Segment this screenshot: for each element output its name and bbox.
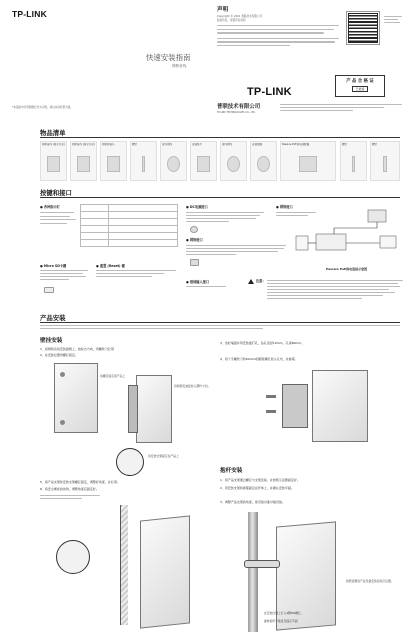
network-port-desc bbox=[186, 245, 286, 255]
company-name: 普联技术有限公司 bbox=[217, 104, 261, 110]
wall-step-4: 4、将十字螺丝刀和60mm的膨胀螺钉放入孔内，并旋紧。 bbox=[220, 357, 298, 361]
pole-step-3: 3、调整产品支架的角度，使设备对准对端设备。 bbox=[220, 500, 285, 504]
wall-step-3: 3、选好墙面并用安装面打孔，钻孔直径10mm，孔深60mm。 bbox=[220, 341, 305, 345]
pole-image bbox=[248, 512, 258, 632]
qr-code-icon bbox=[348, 13, 378, 43]
callout-screw: 将螺钉固定到产品上 bbox=[100, 374, 126, 378]
qr-code-frame bbox=[346, 11, 380, 48]
indicator-table bbox=[80, 204, 178, 247]
items-section-rule bbox=[40, 137, 400, 138]
micro-sd-icon bbox=[44, 287, 54, 293]
reset-label: ● 重置 (Reset) 键 bbox=[96, 264, 125, 268]
screw-icon bbox=[266, 395, 276, 398]
pole-install-title: 抱杆安装 bbox=[220, 468, 243, 474]
pole-step-1: 1、将产品支架通过螺钉与支架连接，并按照示意图固定好。 bbox=[220, 478, 300, 482]
callout-detail: 将安装支架固定在产品上 bbox=[148, 454, 179, 458]
wall-step-1: 1、将网桥音线安装面朝上，按标志方向，用螺丝刀拧紧 bbox=[40, 347, 114, 351]
ground-label: ● 接地输入接口 bbox=[186, 280, 210, 284]
statement-rights: 版权所有，保留所有权利 bbox=[217, 19, 246, 22]
poe-injector-icon bbox=[316, 234, 346, 250]
items-list bbox=[40, 141, 400, 181]
items-section-title: 物品清单 bbox=[40, 129, 66, 137]
notice-box bbox=[248, 278, 404, 310]
list-item: Passive PoE供电适配器 bbox=[280, 141, 336, 181]
cable-icon bbox=[227, 156, 240, 172]
spacer-icon bbox=[197, 156, 210, 172]
poe-diagram-caption: Passive PoE供电连接示意图 bbox=[326, 267, 368, 271]
bracket-image bbox=[128, 385, 138, 433]
pole-step-2: 2、用安装支架和抱箍固定在杆体上，并确认安装牢固。 bbox=[220, 486, 294, 490]
screw-icon bbox=[60, 372, 65, 377]
statement-copyright: Copyright © 2021 普联技术有限公司 bbox=[217, 15, 263, 18]
brand-logo: TP-LINK bbox=[12, 9, 47, 19]
bridge-mount-image bbox=[136, 375, 172, 443]
buttons-section-title: 按键和接口 bbox=[40, 189, 72, 197]
list-item: 网桥音线 (防水外壳) bbox=[40, 141, 67, 181]
poe-connection-diagram bbox=[294, 206, 402, 266]
screw-icon bbox=[60, 420, 65, 425]
ethernet-port-icon bbox=[190, 259, 199, 266]
screw-icon bbox=[142, 156, 145, 172]
list-item: 螺钉 bbox=[370, 141, 400, 181]
company-name-en: TP-LINK TECHNOLOGIES CO., LTD. bbox=[217, 111, 256, 114]
list-item: 螺钉 bbox=[130, 141, 157, 181]
detail-circle bbox=[56, 540, 90, 574]
list-item: 室外网线 bbox=[160, 141, 187, 181]
list-item: 安装垫片 bbox=[190, 141, 217, 181]
callout-pole-align: 按照需要将产品设备安装到对应位置。 bbox=[346, 579, 394, 583]
callout-bracket: 将网桥安装座放入塑料卡扣。 bbox=[174, 384, 211, 388]
micro-sd-desc bbox=[40, 270, 88, 280]
dc-power-desc bbox=[186, 212, 264, 222]
adapter-icon bbox=[107, 156, 120, 172]
wall-step-2: 2、在安装位置用螺钉固定。 bbox=[40, 353, 78, 357]
ground-desc bbox=[186, 286, 226, 287]
bridge-icon bbox=[47, 156, 60, 172]
detail-circle bbox=[116, 448, 144, 476]
list-item: 室内网线 bbox=[220, 141, 247, 181]
power-adapter-icon bbox=[299, 156, 317, 172]
statement-body bbox=[217, 25, 339, 46]
bridge-device-icon bbox=[296, 236, 308, 250]
dc-power-label: ● DC电源接口 bbox=[186, 205, 208, 209]
indicator-legend bbox=[40, 212, 78, 224]
wall-step-6: 6、将安全绳索的挂钩，调整角度后固定好。 bbox=[40, 487, 99, 491]
bridge-installed-image bbox=[140, 515, 190, 628]
install-intro bbox=[40, 325, 400, 329]
cover-subtitle: 网桥音线 bbox=[172, 64, 187, 68]
warning-icon bbox=[248, 279, 254, 284]
company-address bbox=[280, 104, 402, 111]
cover-footnote: *本指南中所用图像仅作为示例，请以实际机型为准。 bbox=[12, 106, 73, 109]
network-port-label: ● 网络接口 bbox=[186, 238, 203, 242]
reset-desc bbox=[96, 270, 176, 277]
screw-icon bbox=[383, 156, 387, 172]
callout-pole-clamp: 旋转抱杆卡箍直至固定牢固 bbox=[264, 619, 298, 623]
qr-caption bbox=[384, 16, 402, 23]
micro-sd-label: ● Micro SD卡槽 bbox=[40, 264, 67, 268]
wall-step-5: 5、将产品支架和安装支架螺钉固定，调整好角度，并拧紧。 bbox=[40, 480, 120, 484]
bracket-image bbox=[282, 384, 308, 428]
wall-surface bbox=[120, 505, 128, 625]
cover-title: 快速安装指南 bbox=[146, 53, 191, 62]
list-item: 安装垫圈 bbox=[250, 141, 277, 181]
clamp-image bbox=[244, 560, 280, 568]
buttons-section-rule bbox=[40, 197, 400, 198]
callout-pole-screws: 在安装位置上拧入4颗M4螺钉， bbox=[264, 611, 304, 615]
brand-logo-secondary: TP-LINK bbox=[247, 86, 292, 98]
cable-icon bbox=[167, 156, 180, 172]
statement-title: 声明 bbox=[217, 7, 229, 13]
washer-icon bbox=[257, 156, 270, 172]
wall-install-title: 壁挂安装 bbox=[40, 338, 63, 344]
install-section-rule bbox=[40, 322, 400, 323]
screw-icon bbox=[352, 156, 355, 172]
computer-icon bbox=[380, 236, 396, 248]
certificate-checked: 已检验 bbox=[352, 86, 368, 92]
list-item: 网桥音线 (防水外壳) bbox=[70, 141, 97, 181]
port-indicator-label: ● 各种指示灯 bbox=[40, 205, 60, 209]
notice-title: 注意： bbox=[256, 279, 266, 283]
certificate-box bbox=[335, 75, 385, 97]
bridge-icon bbox=[77, 156, 90, 172]
wall-port-label: ● 网络接口 bbox=[276, 205, 293, 209]
dc-port-icon bbox=[190, 226, 198, 233]
wall-step-desc bbox=[40, 495, 100, 499]
list-item: 螺钉 bbox=[340, 141, 367, 181]
list-item: 网桥转接头 bbox=[100, 141, 127, 181]
certificate-title: 产 品 合 格 证 bbox=[346, 78, 374, 84]
screw-icon bbox=[266, 410, 276, 413]
install-section-title: 产品安装 bbox=[40, 314, 66, 322]
bridge-side-image bbox=[312, 370, 368, 442]
power-adapter-icon bbox=[368, 210, 386, 222]
